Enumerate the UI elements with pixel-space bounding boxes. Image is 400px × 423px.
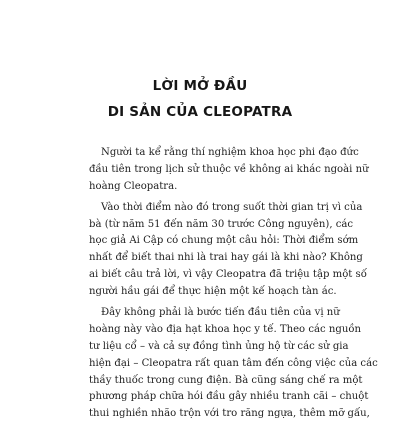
chapter-subheading: DI SẢN CỦA CLEOPATRA — [107, 104, 293, 120]
text-line: Vào thời điểm nào đó trong suốt thời gian trị vì của — [101, 201, 363, 213]
text-line: đầu tiên trong lịch sử thuộc về không ai khác ngoài nữ — [89, 163, 369, 175]
text-line: hoàng này vào địa hạt khoa học y tế. Theo các nguồn — [89, 323, 362, 335]
chapter-heading: LỜI MỞ ĐẦU — [152, 78, 248, 94]
text-line: hoàng Cleopatra. — [89, 180, 178, 192]
text-line: ai biết câu trả lời, vì vậy Cleopatra đã triệu tập một số — [89, 269, 367, 281]
paragraph — [89, 145, 369, 196]
text-line: học giả Ai Cập có chung một câu hỏi: Thời điểm sớm — [89, 235, 359, 247]
text-line: nhất để biết thai nhi là trai hay gái là khi nào? Không — [89, 252, 363, 264]
body-text — [89, 145, 378, 423]
paragraph — [89, 200, 367, 301]
text-line: phương pháp chữa hói đầu gây nhiều tranh cãi – chuột — [89, 391, 369, 403]
text-line: Người ta kể rằng thí nghiệm khoa học phi đạo đức — [101, 147, 359, 158]
text-line: bà (từ năm 51 đến năm 30 trước Công nguyên), các — [89, 218, 354, 230]
text-line: hiện đại – Cleopatra rất quan tâm đến công việc của các — [89, 357, 378, 369]
text-line: người hầu gái để thực hiện một kế hoạch tàn ác. — [89, 286, 337, 298]
text-line: Đây không phải là bước tiến đầu tiên của vị nữ — [101, 307, 340, 319]
paragraph — [89, 305, 378, 423]
text-line: thầy thuốc trong cung điện. Bà cũng sáng chế ra một — [89, 374, 363, 386]
text-line: thui nghiền nhão trộn với tro răng ngựa, thêm mỡ gấu, — [89, 408, 370, 420]
text-line: tư liệu cổ – và cả sự đồng tình ủng hộ từ các sử gia — [89, 340, 349, 352]
